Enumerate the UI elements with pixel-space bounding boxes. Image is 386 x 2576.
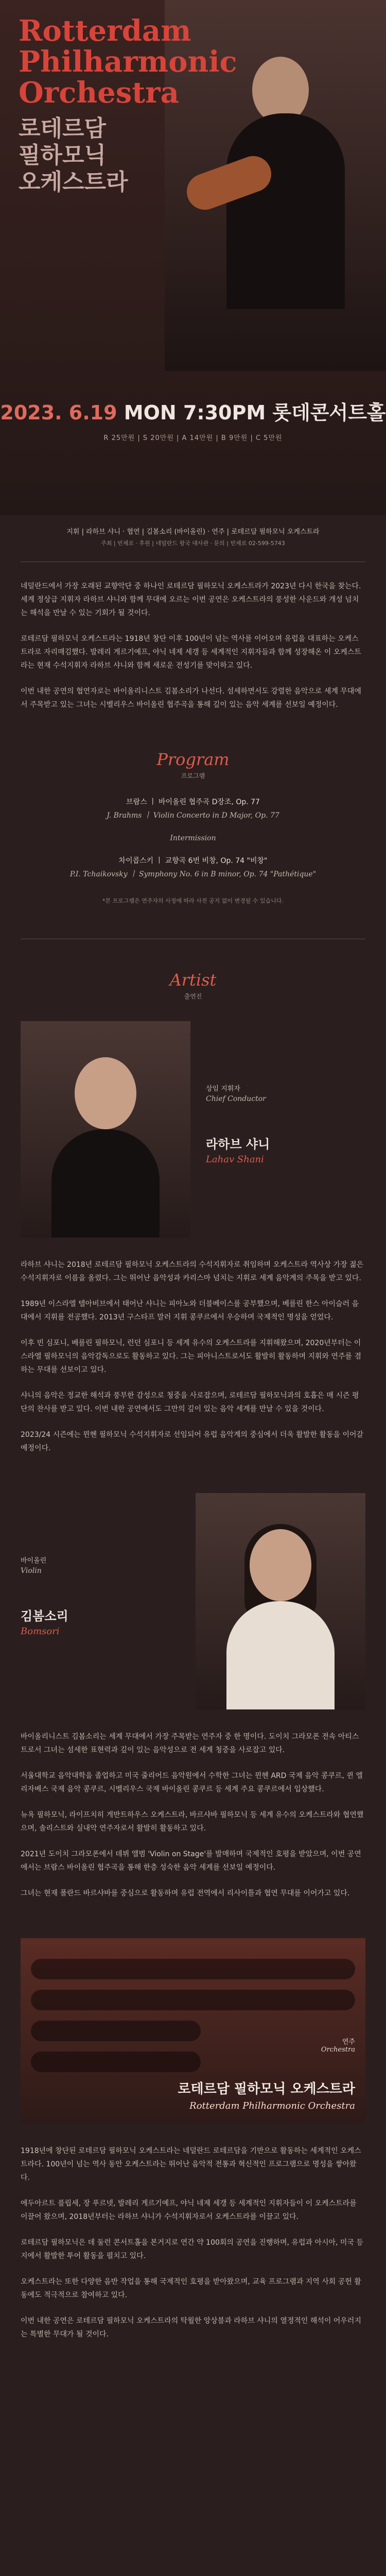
event-date-time: MON 7:30PM bbox=[124, 401, 266, 424]
intro-paragraph: 네덜란드에서 가장 오래된 교향악단 중 하나인 로테르담 필하모닉 오케스트라가 2023년 다시 한국을 찾는다. 세계 정상급 지휘자 라하브 샤니와 함께 무대에 오르는 이번 공연은 오케스트라의 풍성한 사운드와 개성 넘치는 해석을 만날 수 있는 기회가 될 것이다. bbox=[21, 582, 361, 617]
conductor-photo-head bbox=[75, 1057, 136, 1129]
bio-paragraph: 샤니의 음악은 정교한 해석과 풍부한 감성으로 청중을 사로잡으며, 로테르담 필하모닉과의 호흡은 매 시즌 평단의 찬사를 받고 있다. 이번 내한 공연에서도 그만의 깊이 있는 음악 세계를 만날 수 있을 것이다. bbox=[21, 1392, 359, 1413]
orchestra-photo bbox=[21, 1938, 365, 2124]
violinist-bio bbox=[0, 1725, 386, 1918]
bio-paragraph: 2023/24 시즌에는 뮌헨 필하모닉 수석지휘자로 선임되어 유럽 음악계의 중심에서 더욱 활발한 활동을 이어갈 예정이다. bbox=[21, 1431, 364, 1452]
violinist-name-en: Bomsori bbox=[21, 1626, 60, 1637]
intro-paragraph: 이번 내한 공연의 협연자로는 바이올리니스트 김봄소리가 나선다. 섬세하면서도 강렬한 음악으로 세계 무대에서 주목받고 있는 그녀는 시벨리우스 바이올린 협주곡을 통해 깊이 있는 음악 세계를 선보일 예정이다. bbox=[21, 687, 361, 709]
hero-banner bbox=[0, 0, 386, 515]
event-venue: 롯데콘서트홀 bbox=[272, 401, 386, 424]
bio-paragraph: 바이올리니스트 김봄소리는 세계 무대에서 가장 주목받는 연주자 중 한 명이다. 도이치 그라모폰 전속 아티스트로서 그녀는 섬세한 표현력과 깊이 있는 음악성으로 전 세계 청중을 사로잡고 있다. bbox=[21, 1733, 359, 1754]
orchestra-row bbox=[31, 2021, 201, 2041]
violinist-photo-head bbox=[250, 1529, 311, 1601]
artist-title-en: Artist bbox=[169, 970, 217, 990]
bio-paragraph: 2021년 도이치 그라모폰에서 데뷔 앨범 'Violin on Stage'를 발매하며 국제적인 호평을 받았으며, 이번 공연에서는 브람스 바이올린 협주곡을 통해 한층 성숙한 음악 세계를 선보일 예정이다. bbox=[21, 1850, 361, 1872]
conductor-role: 상임 지휘자 bbox=[206, 1085, 240, 1093]
program-item-1: 브람스 ㅣ 바이올린 협주곡 D장조, Op. 77 bbox=[126, 798, 260, 806]
title-ko-3: 오케스트라 bbox=[19, 169, 128, 195]
conductor-bio bbox=[0, 1253, 386, 1472]
event-date bbox=[0, 397, 386, 425]
title-block bbox=[19, 15, 237, 196]
credits-line-2: 주최 | 빈체로 · 후원 | 네덜란드 왕국 대사관 · 문의 | 빈체로 02-599-5743 bbox=[101, 540, 285, 547]
intro-paragraph: 로테르담 필하모닉 오케스트라는 1918년 창단 이후 100년이 넘는 역사를 이어오며 유럽을 대표하는 오케스트라로 자리매김했다. 발레리 게르기예프, 야닉 네제 세갱 등 세계적인 지휘자들과 함께 성장해온 이 오케스트라는 현재 수석지휘자 라하브 샤니와 함께 새로운 전성기를 맞이하고 있다. bbox=[21, 635, 361, 670]
violinist-info bbox=[21, 1555, 185, 1637]
bio-paragraph: 이번 내한 공연은 로테르담 필하모닉 오케스트라의 탁월한 앙상블과 라하브 샤니의 열정적인 해석이 어우러지는 특별한 무대가 될 것이다. bbox=[21, 2317, 361, 2338]
ticket-prices: R 25만원 | S 20만원 | A 14만원 | B 9만원 | C 5만원 bbox=[103, 434, 283, 442]
violinist-photo bbox=[196, 1493, 365, 1709]
title-en-2: Philharmonic bbox=[19, 45, 237, 79]
orchestra-name-en: Rotterdam Philharmonic Orchestra bbox=[189, 2100, 355, 2111]
orchestra-role-en: Orchestra bbox=[321, 2046, 355, 2054]
conductor-photo bbox=[21, 1021, 190, 1238]
title-en-1: Rotterdam bbox=[19, 14, 191, 48]
bio-paragraph: 서울대학교 음악대학을 졸업하고 미국 줄리어드 음악원에서 수학한 그녀는 뮌헨 ARD 국제 음악 콩쿠르, 퀸 엘리자베스 국제 음악 콩쿠르, 시벨리우스 국제 바이올린 콩쿠르 등 세계 주요 콩쿠르에서 입상했다. bbox=[21, 1772, 363, 1793]
conductor-photo-body bbox=[51, 1129, 160, 1238]
bio-paragraph: 이후 빈 심포니, 베를린 필하모닉, 런던 심포니 등 세계 유수의 오케스트라를 지휘해왔으며, 2020년부터는 이스라엘 필하모닉의 음악감독으로도 활동하고 있다. 그는 피아니스트로서도 활발히 활동하며 지휘와 연주를 겸하는 무대를 선보이고 있다. bbox=[21, 1339, 361, 1374]
program-heading bbox=[0, 750, 386, 780]
bio-paragraph: 라하브 샤니는 2018년 로테르담 필하모닉 오케스트라의 수석지휘자로 취임하며 오케스트라 역사상 가장 젊은 수석지휘자로 이름을 올렸다. 그는 뛰어난 음악성과 카리스마 넘치는 지휘로 세계 음악계의 주목을 받고 있다. bbox=[21, 1261, 364, 1282]
bio-paragraph: 로테르담 필하모닉은 데 둘런 콘서트홀을 본거지로 연간 약 100회의 공연을 진행하며, 유럽과 아시아, 미국 등지에서 활발한 투어 활동을 펼치고 있다. bbox=[21, 2239, 363, 2260]
bio-paragraph: 오케스트라는 또한 다양한 음반 작업을 통해 국제적인 호평을 받아왔으며, 교육 프로그램과 지역 사회 공헌 활동에도 적극적으로 참여하고 있다. bbox=[21, 2278, 361, 2299]
hero-figure-body bbox=[226, 113, 345, 309]
bio-paragraph: 1918년에 창단된 로테르담 필하모닉 오케스트라는 네덜란드 로테르담을 기반으로 활동하는 세계적인 오케스트라다. 100년이 넘는 역사 동안 오케스트라는 뛰어난 음악적 전통과 혁신적인 프로그램으로 명성을 쌓아왔다. bbox=[21, 2147, 361, 2182]
intermission-label: Intermission bbox=[170, 834, 216, 842]
bio-paragraph: 에두아르트 플립세, 장 푸르넷, 발레리 게르기예프, 야닉 네제 세갱 등 세계적인 지휘자들이 이 오케스트라를 이끌어 왔으며, 2018년부터는 라하브 샤니가 수석지휘자로서 오케스트라를 이끌고 있다. bbox=[21, 2199, 357, 2221]
violinist-role: 바이올린 bbox=[21, 1557, 47, 1565]
bio-paragraph: 그녀는 현재 폴란드 바르샤바를 중심으로 활동하며 유럽 전역에서 리사이틀과 협연 무대를 이어가고 있다. bbox=[21, 1889, 350, 1897]
program-item-1-en: J. Brahms ㅣ Violin Concerto in D Major, Op. 77 bbox=[107, 811, 279, 820]
event-date-day: 2023. 6.19 bbox=[0, 401, 117, 424]
title-ko-1: 로테르담 bbox=[19, 115, 107, 142]
title-ko bbox=[19, 115, 237, 196]
orchestra-label bbox=[178, 2036, 355, 2111]
program-list bbox=[0, 795, 386, 908]
artist-title-ko: 출연진 bbox=[184, 993, 202, 1000]
title-ko-2: 필하모닉 bbox=[19, 142, 107, 168]
conductor-info bbox=[206, 1083, 371, 1165]
conductor-role-en: Chief Conductor bbox=[206, 1095, 266, 1103]
program-item-2-en: P.I. Tchaikovsky ㅣ Symphony No. 6 in B minor, Op. 74 "Pathétique" bbox=[69, 870, 317, 878]
violinist-name-ko: 김봄소리 bbox=[21, 1609, 68, 1623]
orchestra-name-ko: 로테르담 필하모닉 오케스트라 bbox=[178, 2081, 355, 2097]
event-date-block bbox=[0, 397, 386, 442]
intro-text bbox=[0, 574, 386, 729]
bio-paragraph: 뉴욕 필하모닉, 라이프치히 게반트하우스 오케스트라, 바르샤바 필하모닉 등 세계 유수의 오케스트라와 협연했으며, 솔리스트와 실내악 연주자로서 활발히 활동하고 있다. bbox=[21, 1811, 364, 1833]
conductor-card bbox=[21, 1021, 365, 1238]
artist-heading bbox=[0, 970, 386, 1001]
orchestra-row bbox=[31, 1990, 355, 2010]
orchestra-row bbox=[31, 1959, 355, 1979]
credits-line-1: 지휘 | 라하브 샤니 · 협연 | 김봄소리 (바이올린) · 연주 | 로테르담 필하모닉 오케스트라 bbox=[66, 528, 320, 536]
conductor-name-ko: 라하브 샤니 bbox=[206, 1137, 270, 1151]
orchestra-bio bbox=[0, 2139, 386, 2359]
title-en-3: Orchestra bbox=[19, 76, 179, 110]
credits bbox=[33, 527, 353, 549]
program-note: *본 프로그램은 연주자의 사정에 따라 사전 공지 없이 변경될 수 있습니다. bbox=[102, 897, 284, 904]
orchestra-role: 연주 bbox=[342, 2038, 355, 2046]
conductor-name-en: Lahav Shani bbox=[206, 1154, 264, 1165]
program-item-2: 차이콥스키 ㅣ 교향곡 6번 비창, Op. 74 "비창" bbox=[118, 857, 268, 865]
program-title-ko: 프로그램 bbox=[181, 772, 205, 779]
program-title-en: Program bbox=[156, 750, 230, 769]
bio-paragraph: 1989년 이스라엘 텔아비브에서 태어난 샤니는 피아노와 더블베이스를 공부했으며, 베를린 한스 아이슬러 음대에서 지휘를 전공했다. 2013년 구스타프 말러 지휘 콩쿠르에서 우승하며 국제적인 명성을 얻었다. bbox=[21, 1300, 359, 1321]
orchestra-row bbox=[31, 2052, 201, 2072]
violinist-card bbox=[21, 1493, 365, 1709]
violinist-photo-body bbox=[226, 1601, 335, 1709]
violinist-role-en: Violin bbox=[21, 1567, 42, 1575]
